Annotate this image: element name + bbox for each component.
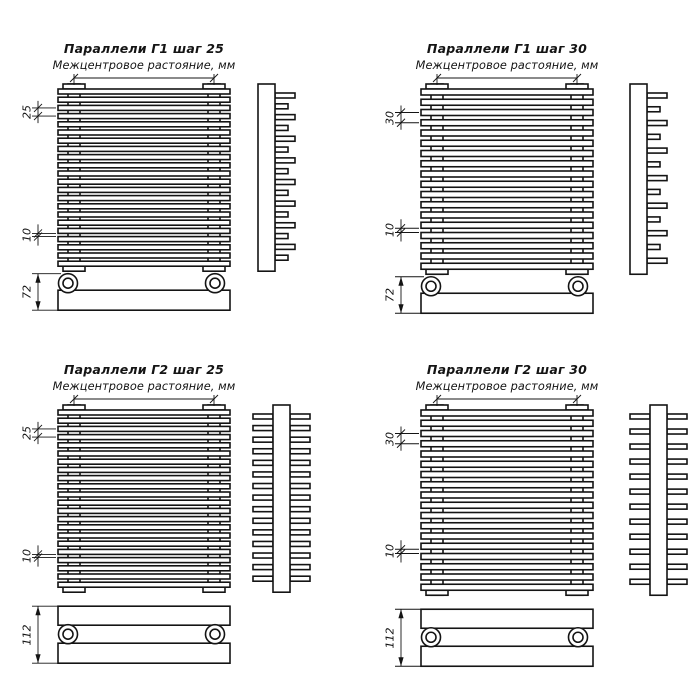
gap-dimension-label: 10	[383, 223, 397, 238]
panel-art-parallels-g2-step-25	[32, 395, 310, 663]
depth-dimension-label: 72	[383, 288, 397, 302]
panel-art-parallels-g1-step-25	[32, 74, 295, 310]
panel-subtitle: Межцентровое растояние, мм	[415, 59, 599, 72]
depth-dimension-label: 112	[383, 627, 397, 649]
panel-title: Параллели Г1 шаг 25	[63, 41, 225, 56]
gap-dimension-label: 10	[383, 544, 397, 559]
step-dimension-label: 30	[383, 431, 397, 446]
panel-title: Параллели Г2 шаг 25	[63, 362, 225, 377]
panel-art-parallels-g1-step-30	[395, 74, 667, 313]
gap-dimension-label: 10	[20, 549, 34, 563]
panel-art-parallels-g2-step-30	[395, 395, 687, 666]
panel-title: Параллели Г2 шаг 30	[426, 362, 588, 377]
step-dimension-label: 25	[20, 105, 34, 119]
panel-subtitle: Межцентровое растояние, мм	[52, 59, 236, 72]
gap-dimension-label: 10	[20, 228, 34, 242]
depth-dimension-label: 72	[20, 284, 34, 299]
depth-dimension-label: 112	[20, 624, 34, 646]
panel-subtitle: Межцентровое растояние, мм	[415, 380, 599, 393]
step-dimension-label: 25	[20, 426, 34, 440]
panel-title: Параллели Г1 шаг 30	[426, 41, 588, 56]
panel-subtitle: Межцентровое растояние, мм	[52, 380, 236, 393]
step-dimension-label: 30	[383, 110, 397, 125]
